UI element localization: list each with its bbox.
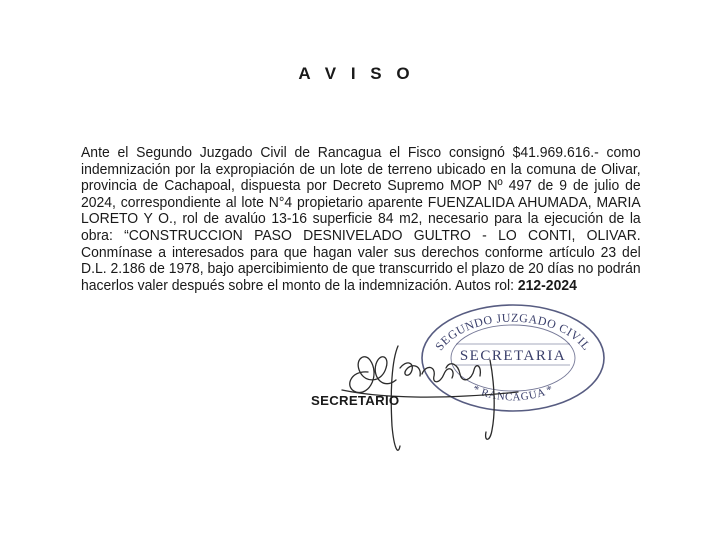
notice-paragraph: Ante el Segundo Juzgado Civil de Rancagua el Fisco consignó $41.969.616.- como indemnización por la expropiación de un lote de terreno ubicado en la comuna de Olivar, provincia de Cachapoal, dispuesta por Decreto Supremo MOP Nº 497 de 9 de julio de 2024, correspondiente al lote N°4 propietario aparente FUENZALIDA AHUMADA, MARIA LORETO Y O., rol de avalúo 13-16 superficie 84 m2, necesario para la ejecución de la obra: “CONSTRUCCION PASO DESNIVELADO GULTRO - LO CONTI, OLIVAR. Conmínase a interesados para que hagan valer sus derechos conforme artículo 23 del D.L. 2.186 de 1978, bajo apercibimiento de que transcurrido el plazo de 20 días no podrán hacerlos valer después sobre el monto de la indemnización. Autos rol: — [81, 145, 641, 294]
seal-center-text: SECRETARIA — [459, 348, 567, 364]
seal-top-text: SEGUNDO JUZGADO CIVIL — [432, 310, 594, 354]
case-number: 212-2024 — [517, 277, 577, 294]
signatory-title: SECRETARIO — [311, 393, 400, 408]
seal-bottom-text: * RANCAGUA * — [470, 383, 556, 404]
notice-title: A V I S O — [298, 64, 415, 83]
notice-body — [81, 145, 641, 294]
